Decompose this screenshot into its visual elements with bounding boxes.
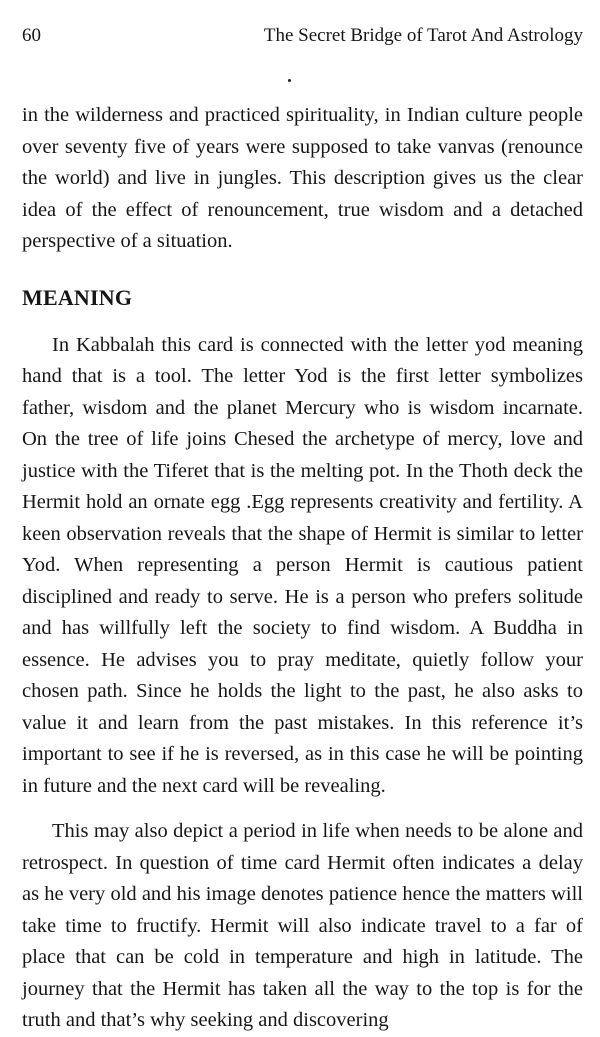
paragraph-meaning-2: This may also depict a period in life when needs to be alone and retrospect. In question of time card Hermit often indicates a delay as he very old and his image denotes patience hence the matters will take time to fructify. Hermit will also indicate travel to a far of place that can be cold in temperature and high in latitude. The journey that the Hermit has taken all the way to the top is for the truth and that’s why seeking and discovering	[22, 820, 583, 1031]
opening-paragraph: in the wilderness and practiced spirituality, in Indian culture people over seventy five of years were supposed to take vanvas (renounce the world) and live in jungles. This description gives us the clear idea of the effect of renouncement, true wisdom and a detached perspective of a situation.	[22, 104, 583, 252]
paragraph-gap	[22, 802, 583, 816]
running-header	[22, 24, 583, 48]
section-heading: MEANING	[22, 284, 133, 310]
body-text	[22, 100, 583, 1037]
page-number: 60	[22, 25, 41, 46]
paragraph-meaning-1: In Kabbalah this card is connected with the letter yod meaning hand that is a tool. The letter Yod is the first letter symbolizes father, wisdom and the planet Mercury who is wisdom incarnate. On the tree of life joins Chesed the archetype of mercy, love and justice with the Tiferet that is the melting pot. In the Thoth deck the Hermit hold an ornate egg .Egg represents creativity and fertility. A keen observation reveals that the shape of Hermit is similar to letter Yod. When representing a person Hermit is cautious patient disciplined and ready to serve. He is a person who prefers solitude and has willfully left the society to find wisdom. A Buddha in essence. He advises you to pray meditate, quietly follow your chosen path. Since he holds the light to the past, he also asks to value it and learn from the past mistakes. In this reference it’s important to see if he is reversed, as in this case he will be pointing in future and the next card will be revealing.	[22, 333, 583, 797]
print-speck	[288, 79, 291, 82]
book-title: The Secret Bridge of Tarot And Astrology	[263, 25, 583, 46]
